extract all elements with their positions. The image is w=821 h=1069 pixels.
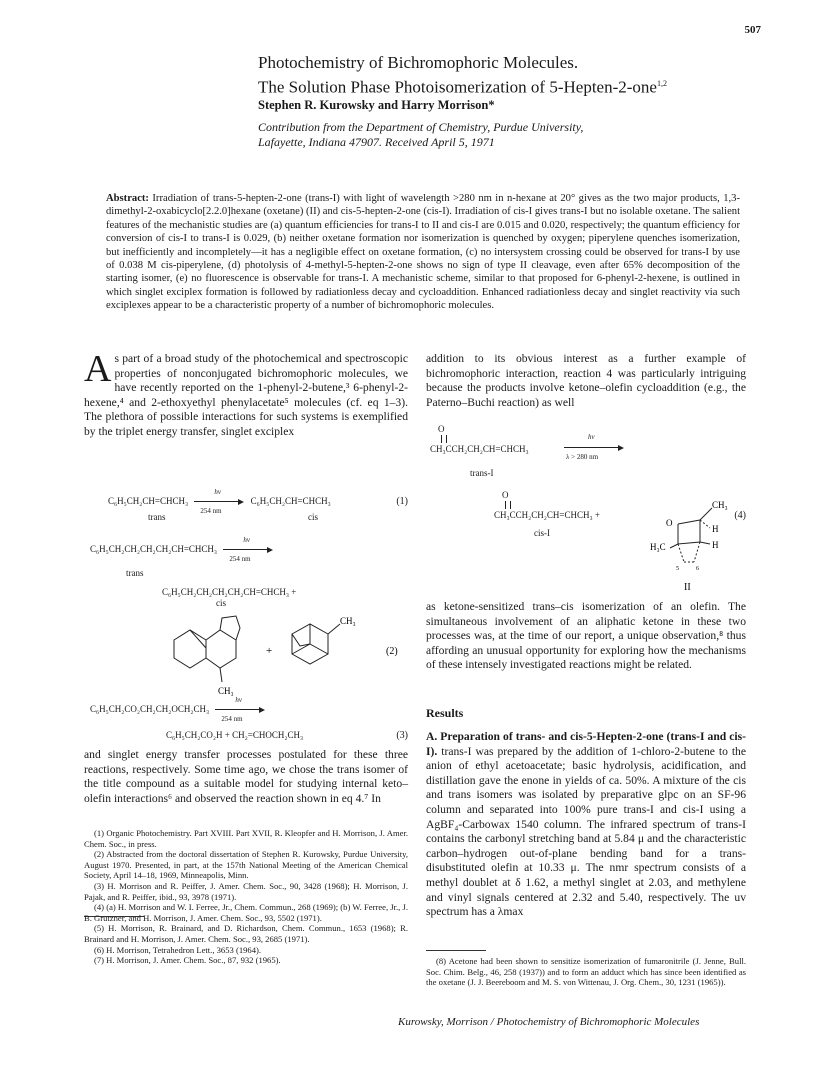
eq2-product-cis: C₆H₅CH₂CH₂CH₂CH₂CH=CHCH₃ + [162, 587, 297, 597]
eq2-cis-label: cis [216, 598, 226, 608]
eq4-cis-double-bond [505, 501, 511, 509]
oxetane-label-II: II [684, 582, 691, 593]
left-col-intro [84, 348, 408, 440]
struct2-methyl: CH₃ [340, 616, 356, 626]
eq2-hnu: hν [243, 536, 250, 544]
title-line-1: Photochemistry of Bichromophoric Molecules. [258, 53, 579, 72]
footnote-4: (4) (a) H. Morrison and W. I. Ferree, Jr., Chem. Commun., 268 (1969); (b) W. Ferree, Jr., J. B. Grutzner, and H. Morrison, J. Amer. Chem. Soc., 93, 5502 (1971). [84, 902, 408, 923]
eq4-number: (4) [734, 510, 746, 521]
article-title [258, 52, 778, 98]
eq1-product: C₆H₅CH₂CH=CHCH₃ [250, 496, 331, 506]
eq2-reactant: C₆H₅CH₂CH₂CH₂CH₂CH=CHCH₃ [90, 544, 218, 554]
affiliation [258, 120, 778, 150]
results-heading: Results [426, 706, 464, 720]
affiliation-line-1: Contribution from the Department of Chemistry, Purdue University, [258, 120, 584, 134]
eq1-cis-label: cis [308, 512, 318, 522]
eq3-reactant: C₆H₅CH₂CO₂CH₂CH₂OCH₂CH₃ [90, 704, 210, 714]
abstract-text: Irradiation of trans-5-hepten-2-one (trans-I) with light of wavelength >280 nm in n-hexane at 20° gives as the two major products, 1,3-dimethyl-2-oxabicyclo[2.2.0]hexane (oxetane) (II) and cis-5-hepten-2-one (cis-I). Irradiation of cis-I gives trans-I but no isolable oxetane. The salient features of the mechanistic studies are (a) quantum efficiencies for trans-I to II and cis-I are 0.015 and 0.020, respectively; the quantum efficiency for conversion of cis-I to trans-I is 0.029, (b) neither oxetane formation nor isomerization is quenched by oxygen; piperylene quenches isomerization, but inefficiently and incompletely—it has a negligible effect on oxetane formation, (c) no intersystem crossing could be observed for trans-I by use of 0.038 M cis-piperylene, (d) photolysis of 4-methyl-5-hepten-2-one shows no sign of type II cleavage, even after 65% decomposition of the starting isomer, (e) no fluorescence is observable for trans-I. A mechanistic scheme, similar to that proposed for 6-phenyl-2-hexene, is outlined in which singlet exciplex formation is followed by radiationless decay and cycloaddition. Enhanced radiationless decay and singlet reactivity via such exciplexes appear to be a characteristic property of a number of bichromophoric molecules. [106, 193, 741, 312]
right-footnotes [426, 956, 746, 988]
eq1-trans-label: trans [148, 512, 166, 522]
eq4-trans-label: trans-I [470, 468, 494, 478]
eq2-number: (2) [386, 646, 398, 657]
eq2-plus: + [266, 645, 273, 657]
eq1-condition: 254 nm [200, 507, 222, 515]
tricyclic-product-1 [174, 616, 240, 682]
abstract-label: Abstract: [106, 193, 149, 204]
eq4-arrow [564, 433, 624, 461]
oxetane-ring-6: 6 [696, 566, 699, 572]
oxetane-h-bottom: H [712, 540, 719, 550]
footnote-6: (6) H. Morrison, Tetrahedron Lett., 3653 (1964). [94, 944, 262, 955]
footnote-7: (7) H. Morrison, J. Amer. Chem. Soc., 87, 932 (1965). [94, 955, 281, 966]
eq3-number: (3) [396, 730, 408, 741]
oxetane-structure [650, 498, 730, 594]
eq4-cis-carbonyl-o: O [502, 490, 509, 500]
eq1-reactant: C₆H₅CH₂CH=CHCH₃ [108, 496, 189, 506]
section-a [426, 730, 746, 920]
eq1-hnu: hν [214, 488, 221, 496]
eq2-trans-label: trans [126, 568, 144, 578]
abstract [106, 192, 740, 313]
eq4-carbonyl-o: O [438, 424, 445, 434]
tricyclic-product-2 [292, 624, 340, 664]
running-footer: Kurowsky, Morrison / Photochemistry of Bichromophoric Molecules [398, 1016, 700, 1028]
eq1-number: (1) [396, 496, 408, 507]
oxetane-ch3: CH₃ [712, 500, 728, 510]
footnote-3: (3) H. Morrison and R. Peiffer, J. Amer. Chem. Soc., 90, 3428 (1968); H. Morrison, J. Pajak, and R. Peiffer, ibid., 93, 3978 (1971). [84, 880, 408, 902]
affiliation-line-2: Lafayette, Indiana 47907. Received April 5, 1971 [258, 135, 495, 149]
footnote-8: (8) Acetone had been shown to sensitize isomerization of fumaronitrile (J. Jenne, Bull. Soc. Chim. Belg., 46, 258 (1937)) and to form an adduct which has since been identified as the oxetane (J. J. Beereboom and M. S. von Wittenau, J. Org. Chem., 30, 1231 (1965)). [426, 956, 746, 988]
eq4-double-bond [441, 435, 447, 443]
left-col-continuation: and singlet energy transfer processes postulated for these three reactions, respectively. Some time ago, we chose the trans isomer of the title compound as a suitable model for studying internal keto–olefin interactions⁶ and observed the reaction shown in eq 4.⁷ In [84, 748, 408, 805]
struct1-methyl: CH₃ [218, 686, 234, 696]
page-number: 507 [744, 24, 761, 36]
section-a-title: A. Preparation of trans- and cis-5-Hepten-2-one (trans-I and cis-I). [426, 730, 746, 758]
footnote-divider-right [426, 950, 486, 951]
eq4-condition: λ > 280 nm [566, 453, 599, 461]
left-footnotes [84, 828, 408, 966]
oxetane-ring-5: 5 [676, 566, 679, 572]
drop-cap: A [84, 348, 112, 390]
eq4-reactant: CH₃CCH₂CH₂CH=CHCH₃ [430, 444, 529, 454]
eq4-cis-label: cis-I [534, 528, 550, 538]
eq3-products: C₆H₅CH₂CO₂H + CH₂=CHOCH₂CH₃ [166, 730, 304, 740]
footnote-2: (2) Abstracted from the doctoral dissertation of Stephen R. Kurowsky, Purdue University, August 1970. Presented, in part, at the 157th National Meeting of the American Chemical Society, April 14–18, 1969, Minneapolis, Minn. [84, 849, 408, 881]
intro-text: s part of a broad study of the photochemical and spectroscopic properties of nonconjugated bichromophoric molecules, we have recently reported on the 1-phenyl-2-butene,³ 6-phenyl-2-hexene,⁴ and 2-ethoxyethyl phenylacetate⁵ molecules (cf. eq 1–3). The plethora of possible interactions for such systems is exemplified by the triplet energy transfer, singlet exciplex [84, 352, 408, 438]
footnote-1: (1) Organic Photochemistry. Part XVIII. Part XVII, R. Kleopfer and H. Morrison, J. Amer. Chem. Soc., in press. [84, 828, 408, 849]
eq4-cis-product: CH₃CCH₂CH₂CH=CHCH₃ + [494, 510, 600, 520]
right-col-intro: addition to its obvious interest as a further example of bichromophoric interaction, reaction 4 was particularly intriguing because the products involve ketone–olefin cycloaddition (e.g., the Paterno–Buchi reaction) as well [426, 352, 746, 409]
title-line-2: The Solution Phase Photoisomerization of 5-Hepten-2-one$^{1,2}$ [258, 77, 667, 97]
eq2-structures [160, 612, 408, 700]
oxetane-h-top: H [712, 524, 719, 534]
eq4-hnu: hν [588, 433, 595, 441]
oxetane-h3c: H₃C [650, 542, 666, 552]
eq3-hnu: hν [235, 696, 242, 704]
authors: Stephen R. Kurowsky and Harry Morrison* [258, 98, 495, 112]
section-a-text: trans-I was prepared by the addition of 1-chloro-2-butene to the anion of ethyl acetoacetate; basic hydrolysis, acidification, and distillation gave the enone in yields of ca. 50%. A mixture of the cis and trans isomers was isolated by preparative glpc on an SF-96 column and separated into 100% pure trans-I and cis-I using a AgBF₄-Carbowax 1540 column. The infrared spectrum of trans-I contains the carbonyl stretching band at 5.84 μ and the characteristic carbon–hydrogen out-of-plane bending band for a trans-disubstituted olefin at 10.33 μ. The nmr spectrum consists of a methyl doublet at δ 1.62, a methyl singlet at 2.03, and methylene and vinyl signals centered at 2.32 and 5.40, respectively. The uv spectrum has a λmax [426, 744, 747, 919]
eq2-condition: 254 nm [229, 555, 251, 563]
title-footnote-marks: 1,2 [656, 79, 667, 88]
right-col-middle: as ketone-sensitized trans–cis isomerization of an olefin. The simultaneous involvement of an aliphatic ketone in these two processes was, at the time of our report, a unique observation,⁸ thus affording an unusual opportunity for exploring how the mechanisms of these intensely investigated reactions might be related. [426, 600, 746, 672]
oxetane-o: O [666, 518, 673, 528]
eq3-condition: 254 nm [221, 715, 243, 723]
footnote-5: (5) H. Morrison, R. Brainard, and D. Richardson, Chem. Commun., 1653 (1968); R. Brainard and H. Morrison, J. Amer. Chem. Soc., 93, 2685 (1971). [84, 923, 408, 944]
